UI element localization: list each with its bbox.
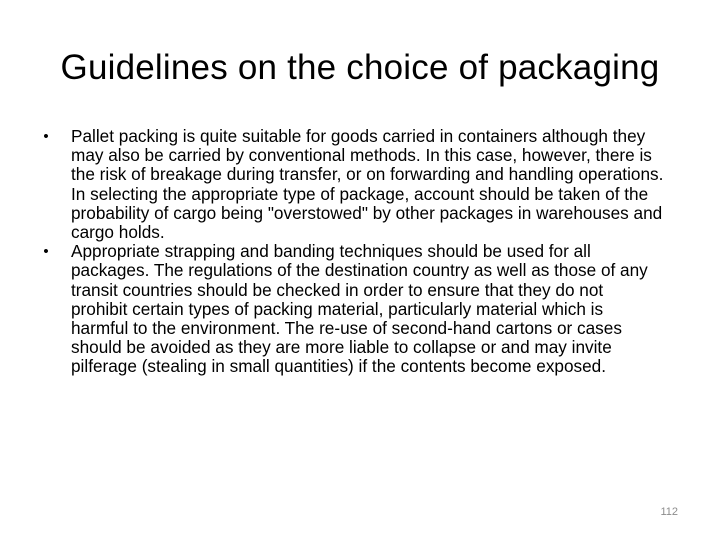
bullet-marker: • <box>43 243 49 261</box>
bullet-marker: • <box>43 128 49 145</box>
bullet-item-pallet-packing <box>36 127 664 242</box>
page-number: 112 <box>660 506 678 518</box>
bullet-item-strapping-banding <box>36 242 664 376</box>
bullet-list <box>36 127 664 377</box>
slide-title: Guidelines on the choice of packaging <box>60 48 660 87</box>
bullet-text: Pallet packing is quite suitable for goods carried in containers although they may also be carried by conventional methods. In this case, however, there is the risk of breakage during transfer, or on forwarding and handling operations. In selecting the appropriate type of package, account should be taken of the probability of cargo being "overstowed" by other packages in warehouses and cargo holds. <box>71 126 664 243</box>
bullet-text: Appropriate strapping and banding techniques should be used for all packages. The regulations of the destination country as well as those of any transit countries should be checked in order to ensure that they do not prohibit certain types of packing material, particularly material which is harmful to the environment. The re-use of second-hand cartons or cases should be avoided as they are more liable to collapse or and may invite pilferage (stealing in small quantities) if the contents become exposed. <box>71 241 648 377</box>
